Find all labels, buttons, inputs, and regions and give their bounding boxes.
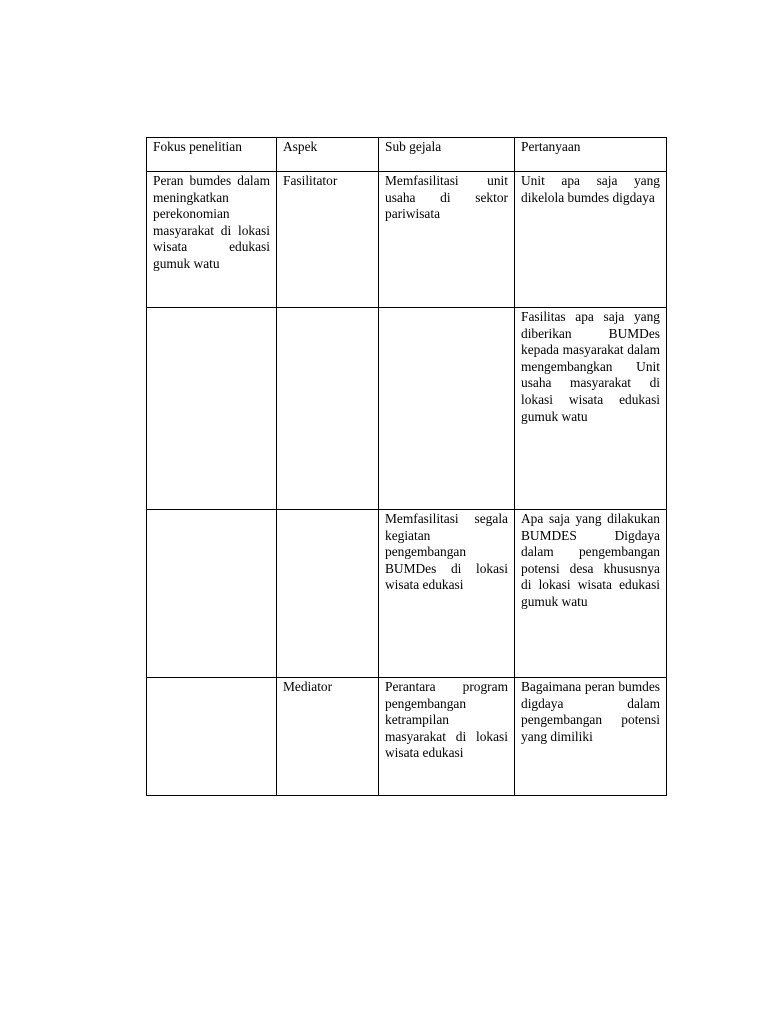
table-row [147,510,667,678]
header-sub-gejala: Sub gejala [379,138,515,172]
cell-aspek: Mediator [277,678,379,796]
cell-fokus: Peran bumdes dalam meningkatkan perekonomian masyarakat di lokasi wisata edukasi gumuk watu [147,172,277,308]
cell-sub-gejala [379,308,515,510]
table-header-row [147,138,667,172]
cell-fokus [147,678,277,796]
table-row [147,678,667,796]
cell-pertanyaan: Unit apa saja yang dikelola bumdes digdaya [515,172,667,308]
cell-pertanyaan: Bagaimana peran bumdes digdaya dalam pengembangan potensi yang dimiliki [515,678,667,796]
cell-aspek [277,308,379,510]
header-fokus-penelitian: Fokus penelitian [147,138,277,172]
cell-sub-gejala: Memfasilitasi unit usaha di sektor pariwisata [379,172,515,308]
table-row [147,172,667,308]
cell-pertanyaan: Fasilitas apa saja yang diberikan BUMDes kepada masyarakat dalam mengembangkan Unit usaha masyarakat di lokasi wisata edukasi gumuk watu [515,308,667,510]
research-instrument-table [146,137,667,796]
cell-sub-gejala: Perantara program pengembangan ketrampilan masyarakat di lokasi wisata edukasi [379,678,515,796]
cell-sub-gejala: Memfasilitasi segala kegiatan pengembangan BUMDes di lokasi wisata edukasi [379,510,515,678]
header-aspek: Aspek [277,138,379,172]
cell-pertanyaan: Apa saja yang dilakukan BUMDES Digdaya dalam pengembangan potensi desa khususnya di lokasi wisata edukasi gumuk watu [515,510,667,678]
cell-fokus [147,510,277,678]
header-pertanyaan: Pertanyaan [515,138,667,172]
cell-aspek: Fasilitator [277,172,379,308]
table-row [147,308,667,510]
cell-fokus [147,308,277,510]
cell-aspek [277,510,379,678]
